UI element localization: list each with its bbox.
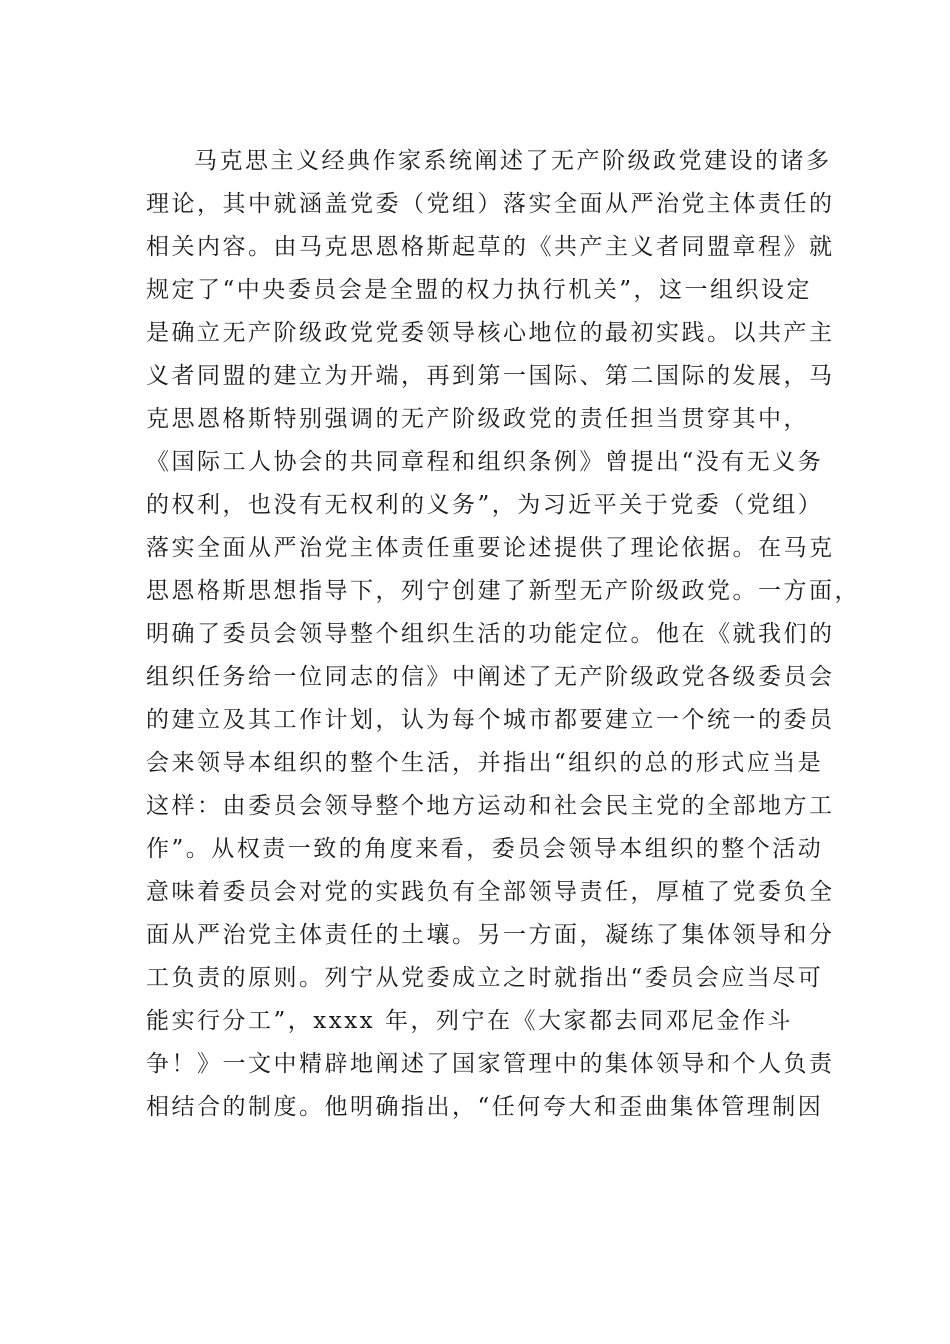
paragraph-line: 是确立无产阶级政党党委领导核心地位的最初实践。以共产主: [146, 320, 835, 346]
paragraph-line: 能实行分工”，xxxx 年，列宁在《大家都去同邓尼金作斗: [146, 1008, 793, 1034]
paragraph-line: 规定了“中央委员会是全盟的权力执行机关”，这一组织设定: [146, 277, 813, 303]
paragraph-line: 相结合的制度。他明确指出，“任何夸大和歪曲集体管理制因: [146, 1094, 824, 1120]
paragraph-line: 这样：由委员会领导整个地方运动和社会民主党的全部地方工: [146, 793, 835, 819]
paragraph-line: 克思恩格斯特别强调的无产阶级政党的责任担当贯穿其中，: [146, 406, 809, 432]
paragraph-line: 思恩格斯思想指导下，列宁创建了新型无产阶级政党。一方面，: [146, 578, 860, 604]
paragraph-line: 的建立及其工作计划，认为每个城市都要建立一个统一的委员: [146, 707, 835, 733]
paragraph-line: 义者同盟的建立为开端，再到第一国际、第二国际的发展，马: [146, 363, 835, 389]
paragraph-line: 的权利，也没有无权利的义务”，为习近平关于党委（党组）: [146, 492, 824, 518]
body-paragraph: [146, 140, 860, 1129]
paragraph-line: 落实全面从严治党主体责任重要论述提供了理论依据。在马克: [146, 535, 835, 561]
paragraph-line: 会来领导本组织的整个生活，并指出“组织的总的形式应当是: [146, 750, 824, 776]
paragraph-line: 相关内容。由马克思恩格斯起草的《共产主义者同盟章程》就: [146, 234, 835, 260]
paragraph-line: 工负责的原则。列宁从党委成立之时就指出“委员会应当尽可: [146, 965, 824, 991]
paragraph-line: 马克思主义经典作家系统阐述了无产阶级政党建设的诸多: [194, 148, 832, 174]
paragraph-line: 面从严治党主体责任的土壤。另一方面，凝练了集体领导和分: [146, 922, 835, 948]
paragraph-line: 理论，其中就涵盖党委（党组）落实全面从严治党主体责任的: [146, 191, 835, 217]
paragraph-line: 争！》一文中精辟地阐述了国家管理中的集体领导和个人负责: [146, 1051, 835, 1077]
paragraph-line: 意味着委员会对党的实践负有全部领导责任，厚植了党委负全: [146, 879, 835, 905]
paragraph-line: 组织任务给一位同志的信》中阐述了无产阶级政党各级委员会: [146, 664, 835, 690]
paragraph-line: 《国际工人协会的共同章程和组织条例》曾提出“没有无义务: [146, 449, 824, 475]
paragraph-line: 作”。从权责一致的角度来看，委员会领导本组织的整个活动: [146, 836, 824, 862]
paragraph-line: 明确了委员会领导整个组织生活的功能定位。他在《就我们的: [146, 621, 835, 647]
